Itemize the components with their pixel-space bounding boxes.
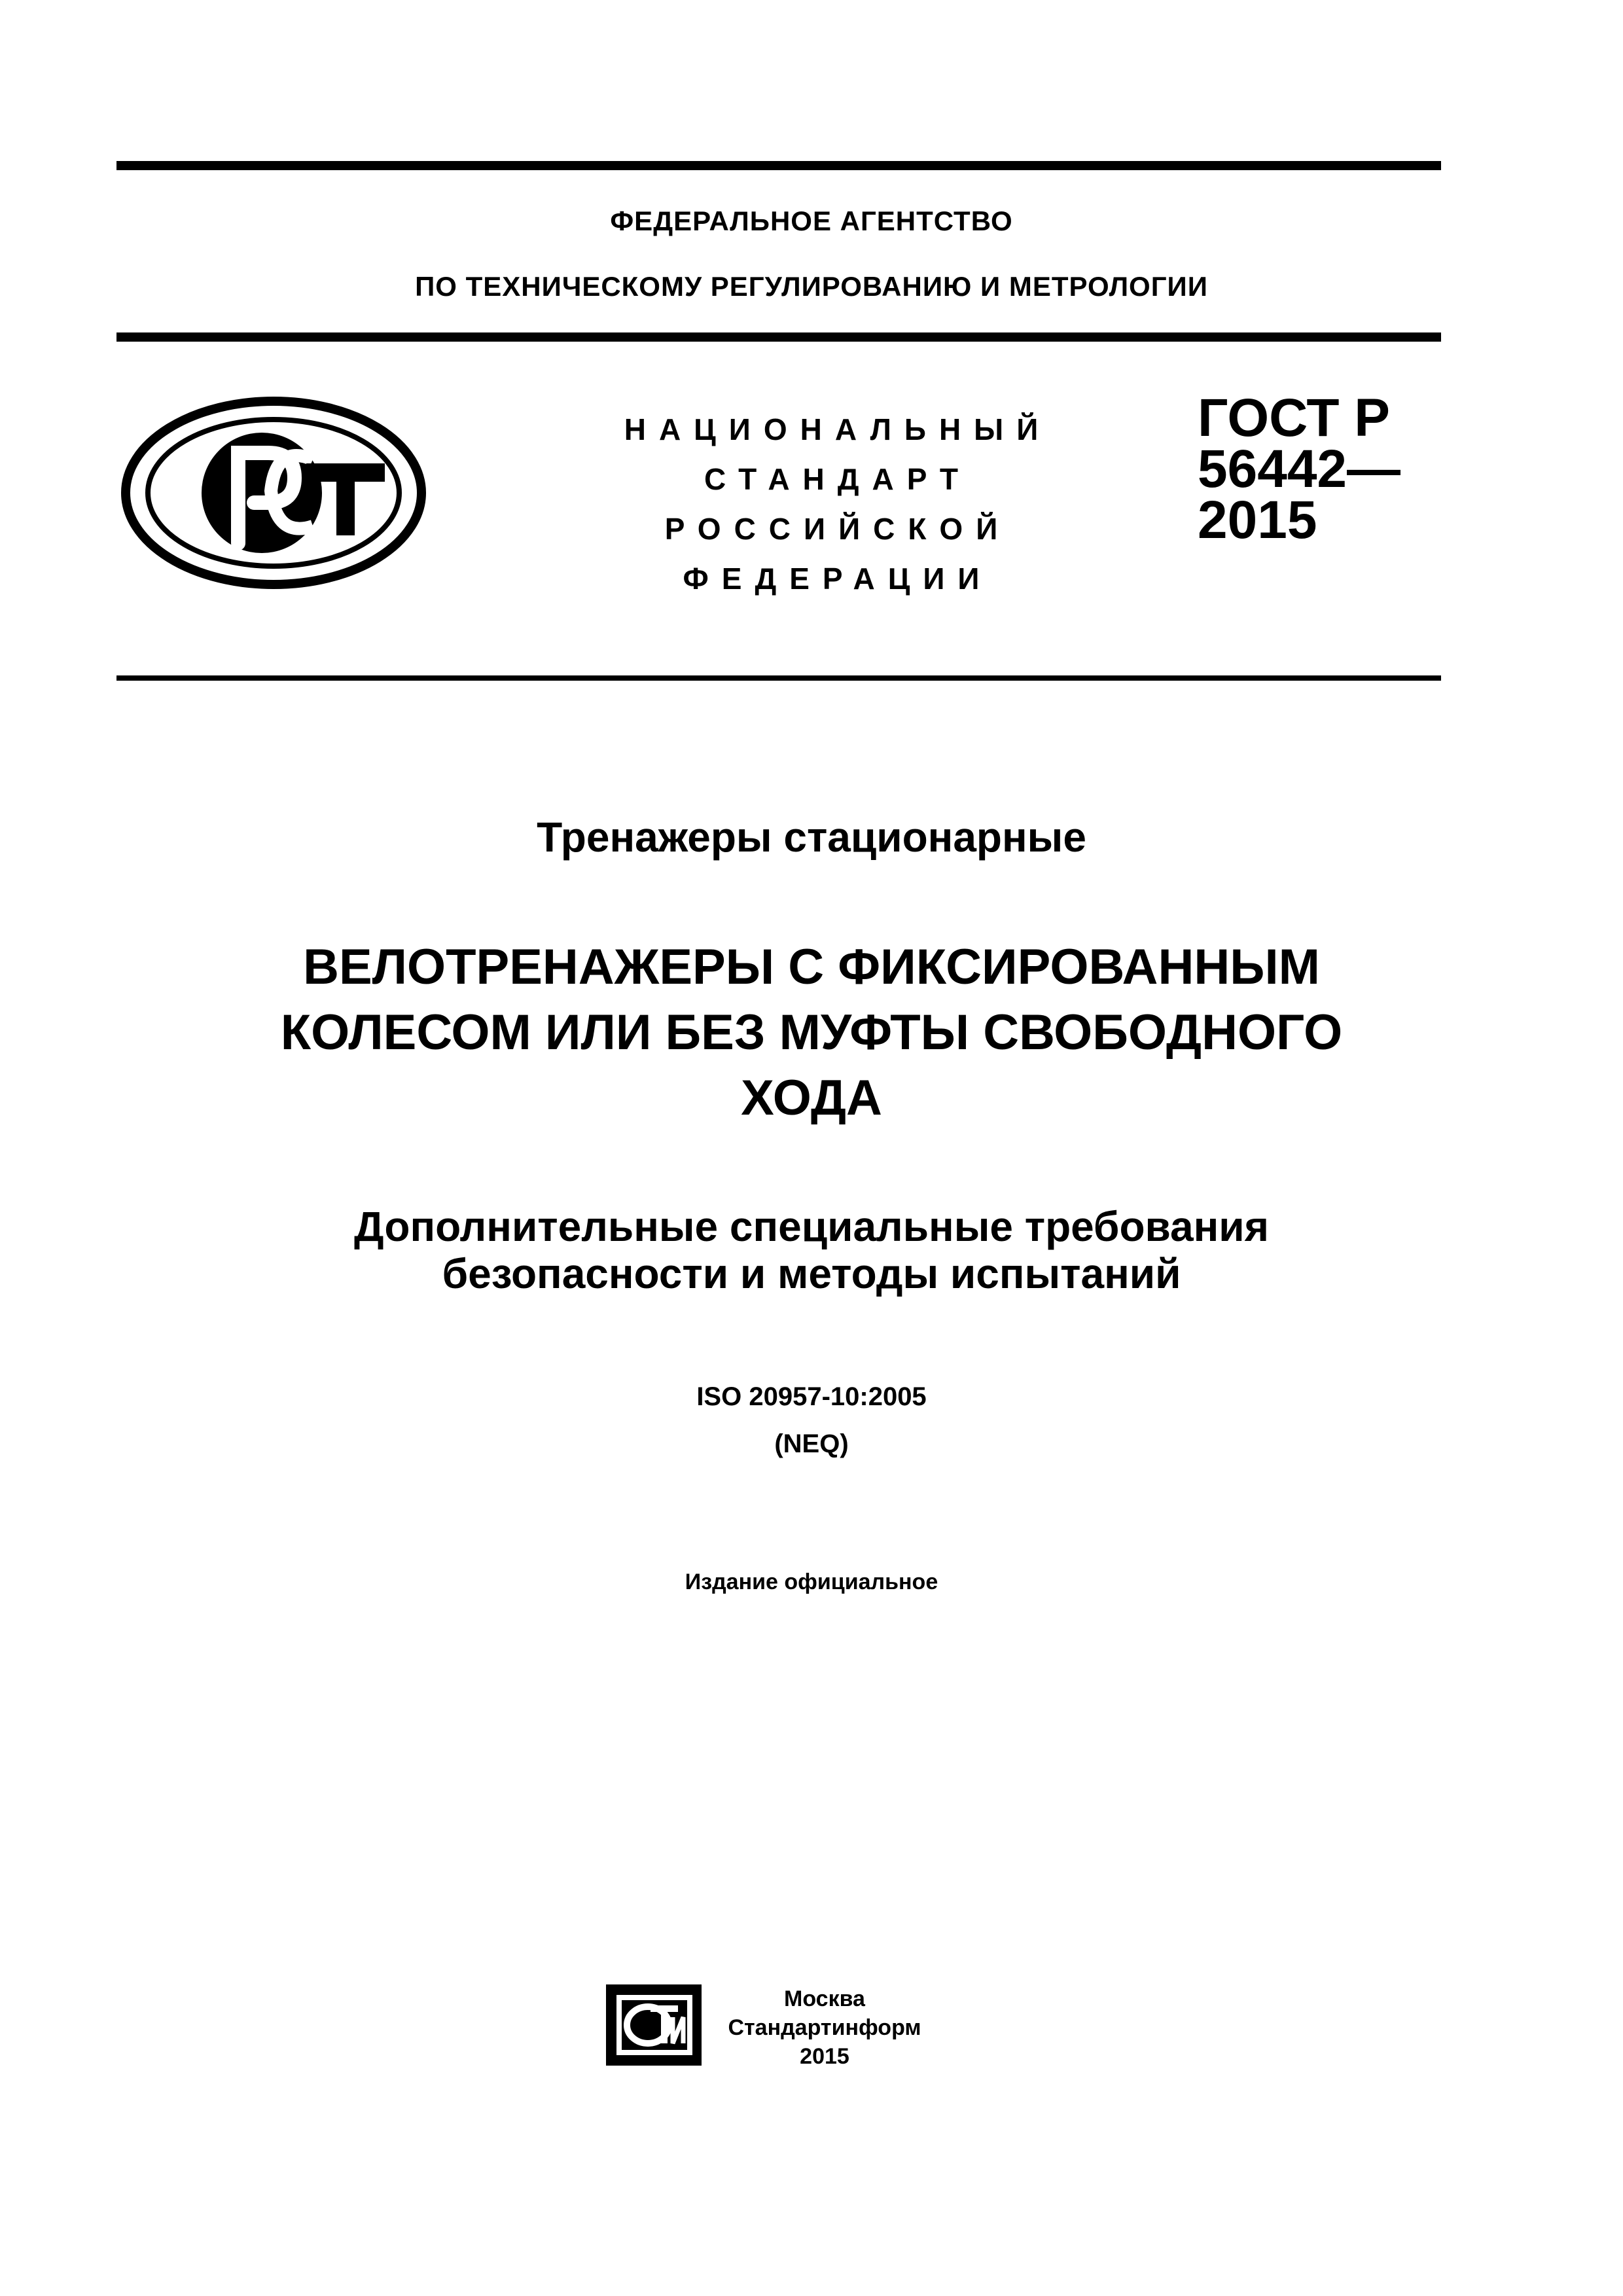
standartinform-logo-icon xyxy=(605,1983,703,2067)
main-title-line: ВЕЛОТРЕНАЖЕРЫ С ФИКСИРОВАННЫМ xyxy=(303,939,1320,995)
publisher-info xyxy=(726,1984,923,2071)
national-standard-line: ФЕДЕРАЦИИ xyxy=(683,562,993,596)
publisher-city: Москва xyxy=(784,1986,865,2011)
national-standard-title xyxy=(576,404,1099,603)
iso-number: ISO 20957-10:2005 xyxy=(696,1382,927,1411)
requirements-line: безопасности и методы испытаний xyxy=(442,1250,1181,1297)
document-subtitle: Тренажеры стационарные xyxy=(537,814,1086,861)
requirements-line: Дополнительные специальные требования xyxy=(354,1203,1269,1250)
rst-gost-logo-icon xyxy=(116,393,431,593)
designation-line-1: ГОСТ Р xyxy=(1198,388,1390,448)
national-standard-line: РОССИЙСКОЙ xyxy=(664,512,1011,546)
main-title-line: КОЛЕСОМ ИЛИ БЕЗ МУФТЫ СВОБОДНОГО xyxy=(280,1005,1343,1060)
agency-line-1: ФЕДЕРАЛЬНОЕ АГЕНТСТВО xyxy=(610,206,1013,236)
document-main-title xyxy=(0,935,1623,1131)
iso-reference xyxy=(0,1373,1623,1467)
title-rule xyxy=(116,675,1441,681)
iso-equivalence: (NEQ) xyxy=(774,1429,849,1458)
edition-note: Издание официальное xyxy=(685,1570,938,1594)
designation-line-2: 56442— xyxy=(1198,439,1401,499)
designation-line-3: 2015 xyxy=(1198,490,1317,550)
document-requirements-title xyxy=(0,1203,1623,1297)
header-rule xyxy=(116,332,1441,342)
main-title-line: ХОДА xyxy=(741,1070,882,1126)
national-standard-line: СТАНДАРТ xyxy=(704,462,971,496)
publisher-name: Стандартинформ xyxy=(728,2015,921,2040)
top-rule xyxy=(116,161,1441,170)
agency-line-2: ПО ТЕХНИЧЕСКОМУ РЕГУЛИРОВАНИЮ И МЕТРОЛОГИИ xyxy=(415,271,1208,302)
publisher-year: 2015 xyxy=(800,2044,849,2069)
national-standard-line: НАЦИОНАЛЬНЫЙ xyxy=(624,412,1052,446)
standard-designation xyxy=(1198,388,1446,550)
